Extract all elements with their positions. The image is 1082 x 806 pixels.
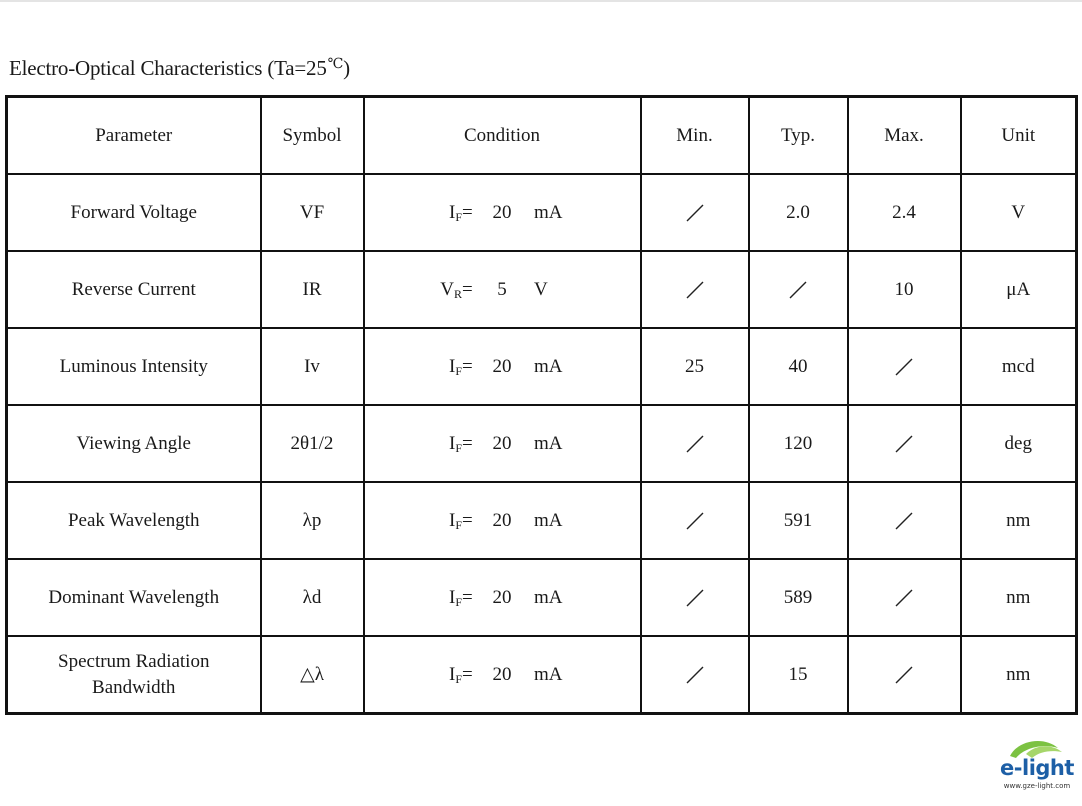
cell-condition [364, 251, 641, 328]
condition-variable [428, 354, 462, 380]
not-applicable-slash-icon [893, 585, 915, 611]
table-body [7, 174, 1077, 714]
cell-symbol: IR [261, 251, 364, 328]
cell-unit: nm [961, 559, 1077, 636]
condition-sub: F [455, 209, 462, 224]
table-row [7, 405, 1077, 482]
cell-min [641, 559, 749, 636]
top-rule [0, 0, 1082, 2]
cell-unit: nm [961, 636, 1077, 714]
not-applicable-slash-icon [684, 431, 706, 457]
condition [428, 508, 576, 534]
condition-value: 20 [492, 663, 512, 685]
condition-unit: mA [534, 201, 563, 223]
condition-variable [428, 431, 462, 457]
condition [428, 662, 576, 688]
characteristics-table [5, 95, 1078, 715]
condition-equals: = [462, 432, 473, 454]
parameter-text: Luminous Intensity [59, 355, 208, 377]
condition-unit: mA [534, 586, 563, 608]
header-row [7, 97, 1077, 175]
cell-typ: 2.0 [749, 174, 848, 251]
cell-condition [364, 636, 641, 714]
cell-max [848, 559, 961, 636]
parameter-text: Reverse Current [71, 278, 196, 300]
condition-unit: mA [534, 432, 563, 454]
e-light-logo [996, 738, 1078, 798]
document-title [9, 56, 350, 81]
condition-sub: R [453, 286, 462, 301]
cell-parameter [7, 636, 261, 714]
cell-parameter [7, 174, 261, 251]
condition-value: 20 [492, 586, 512, 608]
cell-min [641, 174, 749, 251]
condition-value: 20 [492, 509, 512, 531]
table-row [7, 251, 1077, 328]
cell-symbol: λd [261, 559, 364, 636]
cell-parameter [7, 251, 261, 328]
condition-variable [428, 277, 462, 303]
condition-var: I [448, 509, 456, 531]
condition [428, 354, 576, 380]
condition-value: 5 [497, 278, 507, 300]
condition-unit: mA [534, 663, 563, 685]
header-max: Max. [848, 97, 961, 175]
condition [428, 431, 576, 457]
logo-url: www.gze-light.com [1003, 782, 1071, 790]
logo-word: e-light [1000, 756, 1074, 780]
cell-typ [749, 251, 848, 328]
header-parameter: Parameter [7, 97, 261, 175]
cell-typ: 120 [749, 405, 848, 482]
condition-variable [428, 200, 462, 226]
cell-typ: 15 [749, 636, 848, 714]
header-min: Min. [641, 97, 749, 175]
parameter-text: Peak Wavelength [67, 509, 200, 531]
condition-equals: = [462, 586, 473, 608]
parameter-text: Spectrum Radiation Bandwidth [58, 650, 210, 698]
not-applicable-slash-icon [893, 662, 915, 688]
table-row [7, 559, 1077, 636]
cell-min [641, 251, 749, 328]
cell-condition [364, 482, 641, 559]
condition-value: 20 [492, 355, 512, 377]
cell-symbol: VF [261, 174, 364, 251]
cell-max [848, 328, 961, 405]
cell-condition [364, 328, 641, 405]
cell-min [641, 405, 749, 482]
condition-sub: F [455, 440, 462, 455]
not-applicable-slash-icon [893, 431, 915, 457]
condition-equals: = [462, 278, 473, 300]
condition-variable [428, 508, 462, 534]
cell-condition [364, 559, 641, 636]
title-close: ) [343, 56, 350, 80]
title-text: Electro-Optical Characteristics (Ta=25 [9, 56, 327, 80]
condition-sub: F [455, 363, 462, 378]
condition-value: 20 [492, 201, 512, 223]
cell-unit: V [961, 174, 1077, 251]
not-applicable-slash-icon [893, 508, 915, 534]
condition-unit: mA [534, 355, 563, 377]
parameter-text: Dominant Wavelength [48, 586, 220, 608]
cell-unit: nm [961, 482, 1077, 559]
condition [428, 200, 576, 226]
parameter-text: Viewing Angle [76, 432, 191, 454]
header-typ: Typ. [749, 97, 848, 175]
not-applicable-slash-icon [684, 277, 706, 303]
condition-var: I [448, 355, 456, 377]
header-condition: Condition [364, 97, 641, 175]
cell-max [848, 405, 961, 482]
condition-var: I [448, 432, 456, 454]
header-symbol: Symbol [261, 97, 364, 175]
condition-equals: = [462, 355, 473, 377]
cell-unit: mcd [961, 328, 1077, 405]
cell-max [848, 482, 961, 559]
cell-parameter [7, 482, 261, 559]
condition-equals: = [462, 663, 473, 685]
cell-max: 2.4 [848, 174, 961, 251]
cell-min [641, 482, 749, 559]
table-row [7, 174, 1077, 251]
cell-typ: 40 [749, 328, 848, 405]
cell-min: 25 [641, 328, 749, 405]
condition [428, 585, 576, 611]
not-applicable-slash-icon [684, 585, 706, 611]
title-unit: ℃ [327, 57, 344, 72]
condition [428, 277, 576, 303]
not-applicable-slash-icon [893, 354, 915, 380]
condition-var: I [448, 586, 456, 608]
condition-var: V [440, 278, 454, 300]
condition-variable [428, 585, 462, 611]
not-applicable-slash-icon [684, 200, 706, 226]
table-row [7, 482, 1077, 559]
cell-condition [364, 174, 641, 251]
condition-value: 20 [492, 432, 512, 454]
cell-parameter [7, 559, 261, 636]
cell-symbol: λp [261, 482, 364, 559]
parameter-text: Forward Voltage [70, 201, 197, 223]
cell-parameter [7, 328, 261, 405]
cell-symbol: Iv [261, 328, 364, 405]
not-applicable-slash-icon [684, 662, 706, 688]
header-unit: Unit [961, 97, 1077, 175]
cell-max: 10 [848, 251, 961, 328]
cell-typ: 589 [749, 559, 848, 636]
condition-var: I [448, 663, 456, 685]
cell-max [848, 636, 961, 714]
condition-sub: F [455, 594, 462, 609]
cell-symbol: △λ [261, 636, 364, 714]
not-applicable-slash-icon [684, 508, 706, 534]
cell-condition [364, 405, 641, 482]
cell-min [641, 636, 749, 714]
cell-typ: 591 [749, 482, 848, 559]
table-row [7, 636, 1077, 714]
cell-unit: μA [961, 251, 1077, 328]
table-row [7, 328, 1077, 405]
cell-unit: deg [961, 405, 1077, 482]
condition-variable [428, 662, 462, 688]
condition-equals: = [462, 201, 473, 223]
not-applicable-slash-icon [787, 277, 809, 303]
condition-var: I [448, 201, 456, 223]
cell-symbol: 2θ1/2 [261, 405, 364, 482]
condition-unit: V [534, 278, 548, 300]
cell-parameter [7, 405, 261, 482]
condition-sub: F [455, 517, 462, 532]
condition-equals: = [462, 509, 473, 531]
condition-unit: mA [534, 509, 563, 531]
condition-sub: F [455, 671, 462, 686]
